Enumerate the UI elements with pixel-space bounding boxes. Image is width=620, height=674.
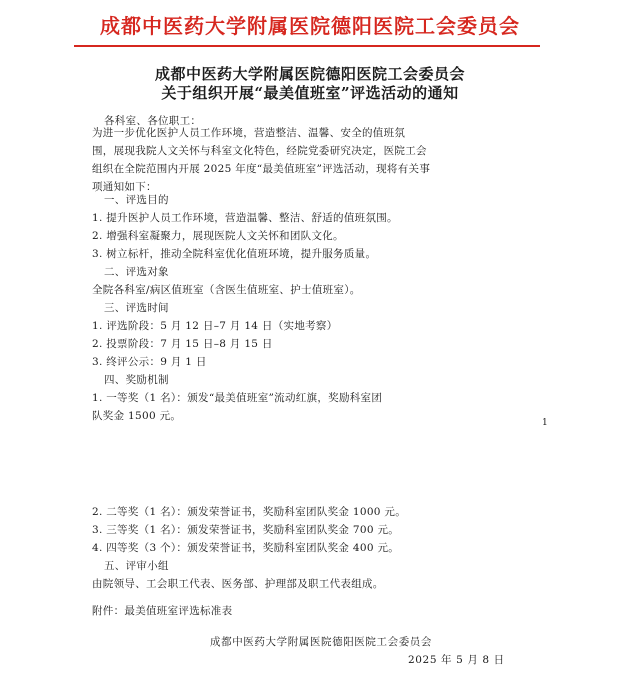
section-3-item-1: 1. 评选阶段：5 月 12 日–7 月 14 日（实地考察） [92, 320, 338, 332]
section-1-item-1: 1. 提升医护人员工作环境，营造温馨、整洁、舒适的值班氛围。 [92, 212, 398, 224]
award-3: 3. 三等奖（1 名）：颁发荣誉证书，奖励科室团队奖金 700 元。 [92, 524, 400, 536]
section-3-item-3: 3. 终评公示：9 月 1 日 [92, 356, 207, 368]
document-letterhead: 成都中医药大学附属医院德阳医院工会委员会 [100, 14, 520, 38]
section-1-heading: 一、评选目的 [104, 194, 169, 206]
section-3-heading: 三、评选时间 [104, 302, 169, 314]
intro-line-2: 围，展现我院人文关怀与科室文化特色，经院党委研究决定，医院工会 [92, 145, 427, 157]
section-1-item-2: 2. 增强科室凝聚力，展现医院人文关怀和团队文化。 [92, 230, 344, 242]
intro-line-1: 为进一步优化医护人员工作环境，营造整洁、温馨、安全的值班氛 [92, 127, 406, 139]
intro-paragraph [92, 124, 554, 196]
award-1-line-2: 队奖金 1500 元。 [92, 410, 182, 422]
section-5-text: 由院领导、工会职工代表、医务部、护理部及职工代表组成。 [92, 578, 384, 590]
section-4-heading: 四、奖励机制 [104, 374, 169, 386]
signature-organization: 成都中医药大学附属医院德阳医院工会委员会 [210, 636, 432, 648]
intro-line-3: 组织在全院范围内开展 2025 年度“最美值班室”评选活动，现将有关事 [92, 163, 431, 175]
salutation: 各科室、各位职工： [104, 115, 202, 127]
notice-title-line-2: 关于组织开展“最美值班室”评选活动的通知 [161, 84, 459, 102]
attachment-note: 附件：最美值班室评选标准表 [92, 605, 233, 617]
section-1-item-3: 3. 树立标杆，推动全院科室优化值班环境，提升服务质量。 [92, 248, 377, 260]
signature-date: 2025 年 5 月 8 日 [408, 654, 505, 666]
letterhead-red-rule [74, 45, 540, 47]
award-4: 4. 四等奖（3 个）：颁发荣誉证书，奖励科室团队奖金 400 元。 [92, 542, 400, 554]
award-1-line-1: 1. 一等奖（1 名）：颁发“最美值班室”流动红旗，奖励科室团 [92, 392, 383, 404]
page-number: 1 [542, 418, 548, 428]
section-2-text: 全院各科室/病区值班室（含医生值班室、护士值班室）。 [92, 284, 361, 296]
award-2: 2. 二等奖（1 名）：颁发荣誉证书，奖励科室团队奖金 1000 元。 [92, 506, 407, 518]
notice-title-line-1: 成都中医药大学附属医院德阳医院工会委员会 [154, 65, 465, 83]
section-2-heading: 二、评选对象 [104, 266, 169, 278]
section-5-heading: 五、评审小组 [104, 560, 169, 572]
section-3-item-2: 2. 投票阶段：7 月 15 日–8 月 15 日 [92, 338, 273, 350]
intro-line-4: 项通知如下： [92, 181, 157, 193]
